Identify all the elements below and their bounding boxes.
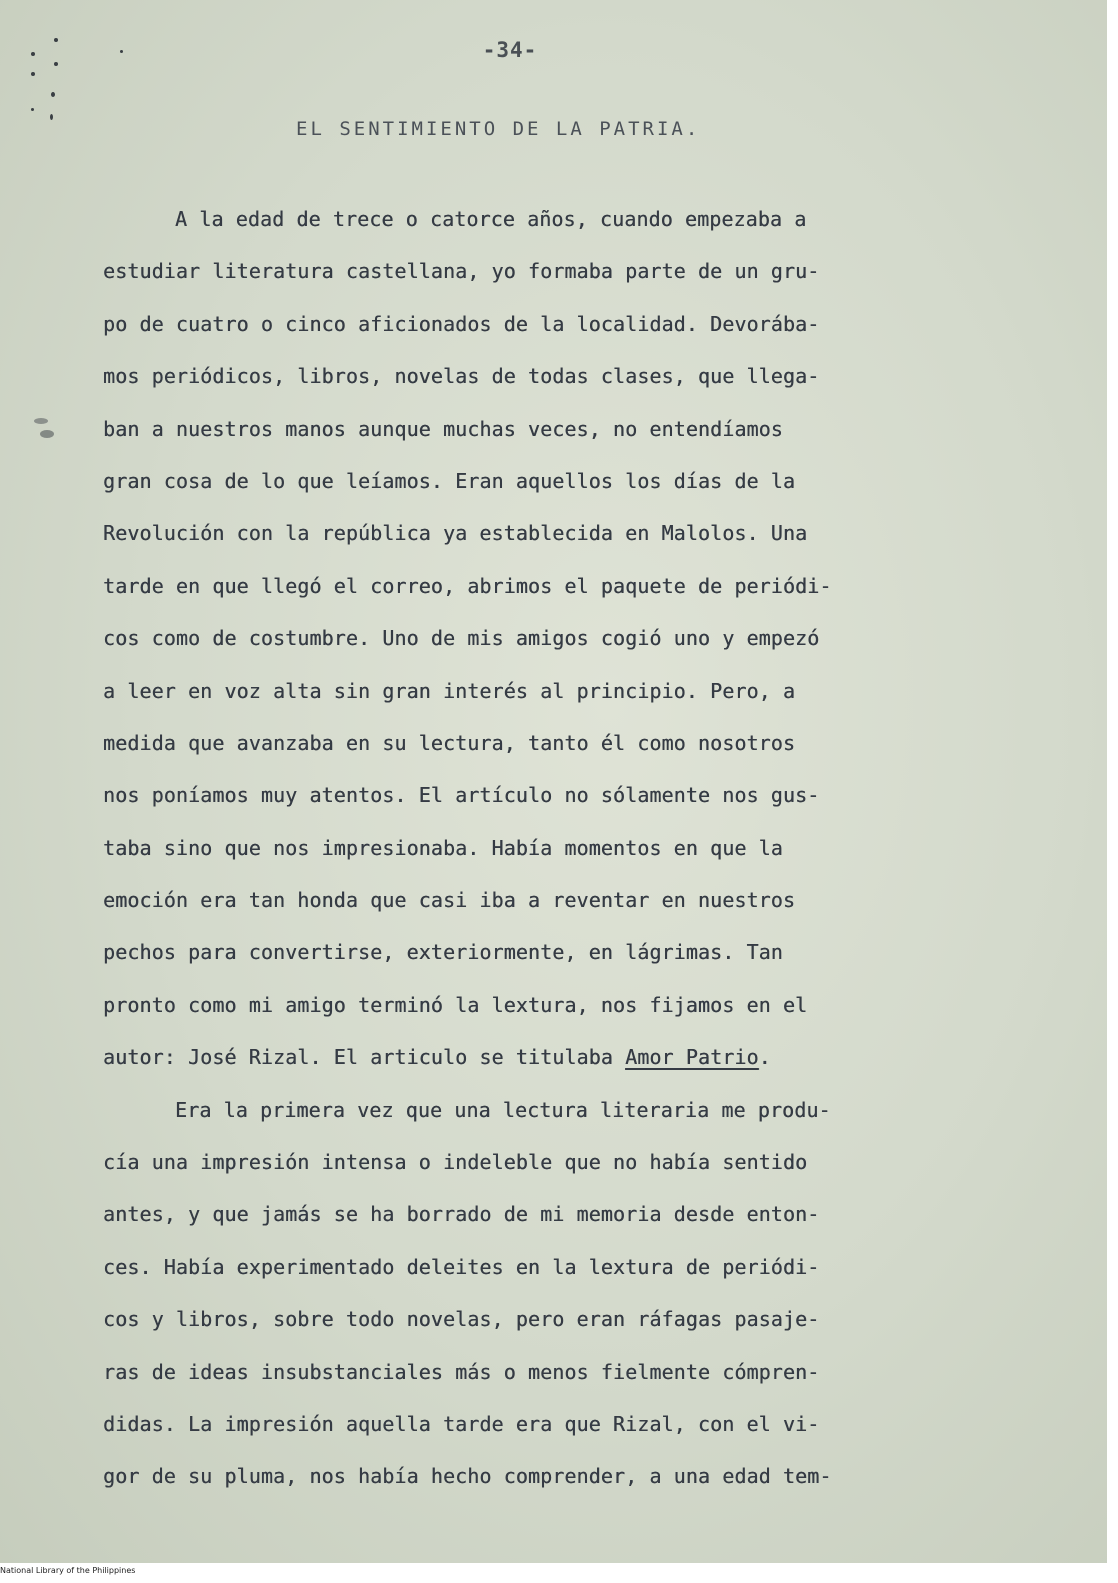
page-title: EL SENTIMIENTO DE LA PATRIA. [296,118,701,140]
margin-dot [54,38,58,42]
text-line: Era la primera vez que una lectura literaria me produ- [175,1097,831,1122]
text-line: ras de ideas insubstanciales más o menos fielmente cómpren- [103,1359,820,1384]
text-line: gran cosa de lo que leíamos. Eran aquellos los días de la [103,468,796,493]
margin-dot [31,108,34,111]
page-number: -34- [482,38,538,62]
margin-dot [31,72,35,76]
margin-dot [50,114,53,120]
margin-dot [40,430,54,438]
text-line: pronto como mi amigo terminó la lextura, nos fijamos en el [103,992,808,1017]
text-line: estudiar literatura castellana, yo formaba parte de un gru- [103,259,820,284]
text-line [103,1031,1015,1083]
margin-dot [31,52,35,56]
text-line: tarde en que llegó el correo, abrimos el paquete de periódi- [103,573,832,598]
margin-dot [51,92,55,97]
text-line: Revolución con la república ya establecida en Malolos. Una [103,521,808,546]
line-suffix: . [758,1045,771,1070]
text-line: didas. La impresión aquella tarde era que Rizal, con el vi- [103,1411,820,1436]
text-line: antes, y que jamás se ha borrado de mi memoria desde enton- [103,1202,820,1227]
text-line: cos como de costumbre. Uno de mis amigos cogió uno y empezó [103,626,820,651]
line-prefix: autor: José Rizal. El articulo se titulaba [103,1045,626,1070]
text-line: a leer en voz alta sin gran interés al principio. Pero, a [103,678,796,703]
body-text [103,193,1015,1503]
article-title: Amor Patrio [625,1045,759,1070]
text-line: mos periódicos, libros, novelas de todas clases, que llega- [103,364,820,389]
text-line: taba sino que nos impresionaba. Había momentos en que la [103,835,783,860]
text-line: A la edad de trece o catorce años, cuando empezaba a [175,207,807,231]
paragraph-1 [103,193,1015,1084]
text-line: pechos para convertirse, exteriormente, en lágrimas. Tan [103,940,783,965]
text-line: nos poníamos muy atentos. El artículo no sólamente nos gus- [103,783,820,808]
text-line: gor de su pluma, nos había hecho comprender, a una edad tem- [103,1464,832,1489]
paragraph-2 [103,1084,1015,1503]
text-line: medida que avanzaba en su lectura, tanto él como nosotros [103,730,796,755]
text-line: ban a nuestros manos aunque muchas veces, no entendíamos [103,416,783,441]
text-line: cos y libros, sobre todo novelas, pero eran ráfagas pasaje- [103,1307,820,1332]
text-line: emoción era tan honda que casi iba a reventar en nuestros [103,888,796,913]
footer-credit: National Library of the Philippines [0,1566,136,1575]
margin-dot [120,50,123,53]
margin-dot [54,62,58,66]
text-line: ces. Había experimentado deleites en la lextura de periódi- [103,1254,820,1279]
text-line: po de cuatro o cinco aficionados de la localidad. Devorába- [103,311,820,336]
text-line: cía una impresión intensa o indeleble que no había sentido [103,1150,808,1175]
margin-dot [34,418,48,424]
